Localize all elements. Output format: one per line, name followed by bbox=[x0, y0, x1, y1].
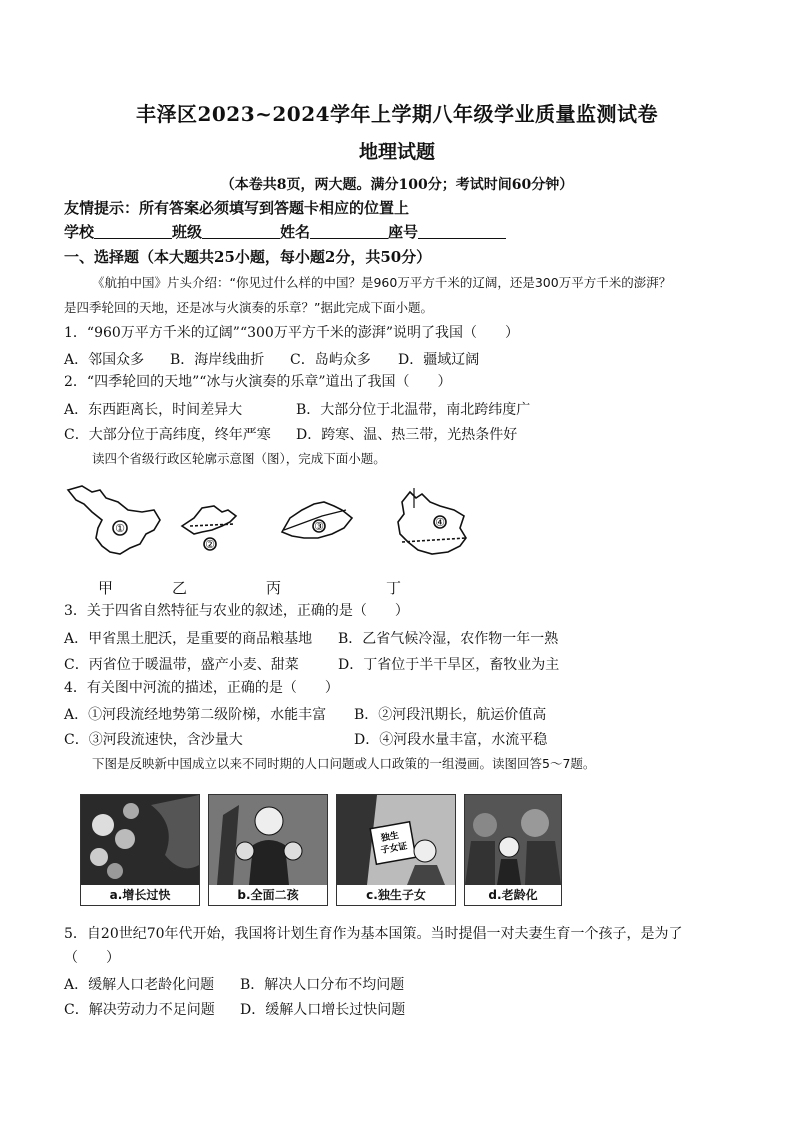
exam-note: （本卷共8页，两大题。满分100分；考试时间60分钟） bbox=[220, 177, 574, 193]
comic-a-illustration bbox=[81, 795, 199, 885]
q5-option-b[interactable]: B．解决人口分布不均问题 bbox=[240, 977, 405, 993]
comic-c-sign-line2: 子女证 bbox=[379, 841, 409, 857]
q1-option-c[interactable]: C．岛屿众多 bbox=[290, 352, 371, 368]
q4-option-d[interactable]: D．④河段水量丰富，水流平稳 bbox=[354, 732, 548, 748]
comic-a bbox=[80, 794, 200, 906]
class-label: 班级 bbox=[172, 223, 203, 241]
student-info-row bbox=[64, 223, 506, 241]
q3-option-d[interactable]: D．丁省位于半干旱区，畜牧业为主 bbox=[338, 657, 560, 673]
q4-stem: 4．有关图中河流的描述，正确的是（ ） bbox=[64, 680, 339, 696]
q2-stem: 2．“四季轮回的天地”“冰与火演奏的乐章”道出了我国（ ） bbox=[64, 374, 452, 390]
map-caption-bing: 丙 bbox=[266, 579, 282, 597]
q3-option-a[interactable]: A．甲省黑土肥沃，是重要的商品粮基地 bbox=[64, 631, 313, 647]
map-number-1: ① bbox=[115, 522, 125, 535]
school-blank[interactable] bbox=[94, 224, 172, 239]
name-blank[interactable] bbox=[310, 224, 388, 239]
seat-blank[interactable] bbox=[418, 224, 506, 239]
q2-option-a[interactable]: A．东西距离长，时间差异大 bbox=[64, 402, 243, 418]
q1-option-a[interactable]: A．邻国众多 bbox=[64, 352, 145, 368]
map-caption-ding: 丁 bbox=[386, 579, 402, 597]
q5-stem-line2: （ ） bbox=[64, 950, 120, 966]
section-heading: 一、选择题（本大题共25小题，每小题2分，共50分） bbox=[64, 248, 432, 266]
map-intro: 读四个省级行政区轮廓示意图（图），完成下面小题。 bbox=[92, 451, 386, 466]
q4-option-b[interactable]: B．②河段汛期长，航运价值高 bbox=[354, 707, 547, 723]
q5-option-d[interactable]: D．缓解人口增长过快问题 bbox=[240, 1002, 406, 1018]
comic-c bbox=[336, 794, 456, 906]
q3-option-b[interactable]: B．乙省气候冷湿，农作物一年一熟 bbox=[338, 631, 559, 647]
comic-b-caption: b.全面二孩 bbox=[209, 885, 327, 905]
comic-a-caption: a.增长过快 bbox=[81, 885, 199, 905]
comic-d-caption: d.老龄化 bbox=[465, 885, 561, 905]
population-comics bbox=[80, 794, 560, 904]
q2-option-b[interactable]: B．大部分位于北温带，南北跨纬度广 bbox=[296, 402, 531, 418]
map-jia bbox=[68, 486, 160, 554]
map-number-3: ③ bbox=[314, 520, 324, 533]
q4-option-c[interactable]: C．③河段流速快，含沙量大 bbox=[64, 732, 243, 748]
exam-subtitle: 地理试题 bbox=[358, 141, 435, 163]
map-caption-jia: 甲 bbox=[98, 579, 114, 597]
q5-stem-line1: 5．自20世纪70年代开始，我国将计划生育作为基本国策。当时提倡一对夫妻生育一个孩子，是为了 bbox=[64, 926, 683, 942]
seat-label: 座号 bbox=[388, 223, 419, 241]
map-number-2: ② bbox=[205, 538, 215, 551]
q5-option-a[interactable]: A．缓解人口老龄化问题 bbox=[64, 977, 215, 993]
q3-stem: 3．关于四省自然特征与农业的叙述，正确的是（ ） bbox=[64, 603, 409, 619]
school-label: 学校 bbox=[64, 223, 95, 241]
comic-d bbox=[464, 794, 562, 906]
q5-option-c[interactable]: C．解决劳动力不足问题 bbox=[64, 1002, 215, 1018]
q1-stem: 1．“960万平方千米的辽阔”“300万平方千米的澎湃”说明了我国（ ） bbox=[64, 325, 519, 341]
comic-b bbox=[208, 794, 328, 906]
q1-option-d[interactable]: D．疆域辽阔 bbox=[398, 352, 480, 368]
q4-option-a[interactable]: A．①河段流经地势第二级阶梯，水能丰富 bbox=[64, 707, 327, 723]
comic-c-sign-line1: 独生 bbox=[380, 830, 400, 844]
map-number-4: ④ bbox=[435, 516, 445, 529]
q1-option-b[interactable]: B．海岸线曲折 bbox=[170, 352, 265, 368]
friendly-tip: 友情提示：所有答案必须填写到答题卡相应的位置上 bbox=[64, 199, 410, 217]
comic-c-caption: c.独生子女 bbox=[337, 885, 455, 905]
intro-line-2: 是四季轮回的天地，还是冰与火演奏的乐章？”据此完成下面小题。 bbox=[64, 300, 433, 315]
province-outline-maps bbox=[62, 482, 482, 562]
comic-intro: 下图是反映新中国成立以来不同时期的人口问题或人口政策的一组漫画。读图回答5～7题。 bbox=[92, 756, 596, 771]
class-blank[interactable] bbox=[202, 224, 280, 239]
comic-c-illustration bbox=[337, 795, 455, 885]
comic-d-illustration bbox=[465, 795, 561, 885]
name-label: 姓名 bbox=[280, 223, 311, 241]
q2-option-c[interactable]: C．大部分位于高纬度，终年严寒 bbox=[64, 427, 271, 443]
q2-option-d[interactable]: D．跨寒、温、热三带，光热条件好 bbox=[296, 427, 518, 443]
q3-option-c[interactable]: C．丙省位于暖温带，盛产小麦、甜菜 bbox=[64, 657, 299, 673]
intro-line-1: 《航拍中国》片头介绍：“你见过什么样的中国？是960万平方千米的辽阔，还是300万平方千米的澎湃？ bbox=[92, 275, 672, 290]
map-caption-yi: 乙 bbox=[172, 579, 188, 597]
map-ding bbox=[398, 488, 466, 554]
exam-title: 丰泽区2023~2024学年上学期八年级学业质量监测试卷 bbox=[135, 102, 659, 126]
comic-b-illustration bbox=[209, 795, 327, 885]
